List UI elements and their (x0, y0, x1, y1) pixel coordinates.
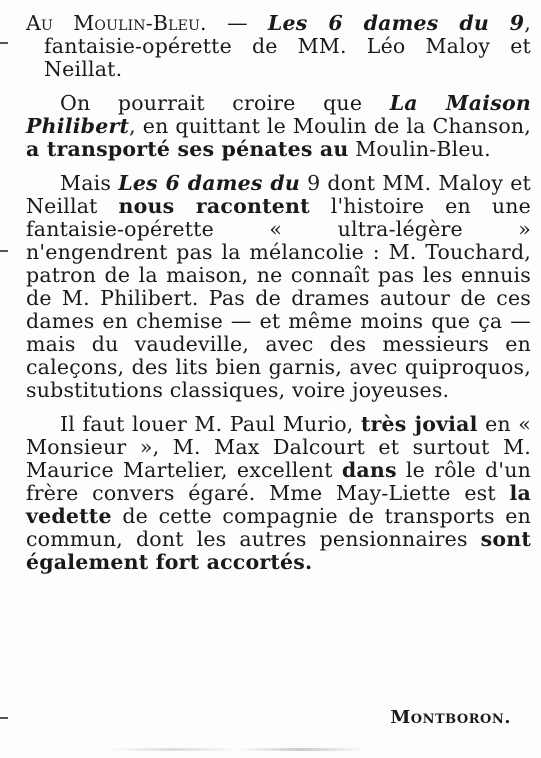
show-title: Les 6 dames du (118, 171, 300, 195)
text-run: en « Monsieur », M. Max Dalcourt et surtout M. Maurice Martelier, excellent (26, 412, 531, 482)
emphasis: a transporté ses pénates au (26, 137, 349, 161)
author-signature: Montboron. (390, 707, 511, 728)
text-run: , en quittant le Moulin de la Chanson, (129, 114, 531, 138)
text-run: Moulin-Bleu. (348, 137, 491, 161)
paragraph-maison-philibert (26, 92, 531, 161)
scan-edge-mark (0, 250, 8, 252)
text-run: On pourrait croire que (60, 91, 390, 115)
emphasis: dans (341, 458, 397, 482)
scan-edge-mark (0, 42, 8, 44)
venue-name: Au Moulin-Bleu. (26, 11, 207, 35)
text-run: dont MM. Maloy et Neillat (26, 171, 532, 218)
text-run: Mais (60, 171, 119, 195)
emphasis: la vedette (26, 481, 531, 528)
article-column (26, 12, 531, 574)
dash: — (206, 11, 268, 35)
emphasis: sont également fort accortés. (26, 527, 531, 574)
show-title: Les 6 dames du 9 (267, 11, 525, 35)
text-run: de cette compagnie de transports en commun, dont les autres pensionnaires (26, 504, 531, 551)
paragraph-intro (26, 12, 531, 81)
text-run: l'histoire en une fantaisie-opérette « ultra-légère » n'engendrent pas la mélancolie : M. Touchard, patron de la maison, ne connaît pas les ennuis de M. Philibert. Pas de drames autour de ces dames en chemise — et même moins que ça — mais du vaudeville, avec des messieurs en caleçons, des lits bien garnis, avec quiproquos, substitutions classiques, voire joyeuses. (26, 194, 531, 402)
paragraph-cast (26, 413, 531, 574)
show-title: La Maison Philibert (26, 91, 531, 138)
text-run: le rôle d'un frère convers égaré. Mme May-Liette est (26, 458, 531, 505)
scan-artifact (110, 748, 430, 751)
text-run: Il faut louer M. Paul Murio, (60, 412, 361, 436)
emphasis: nous racontent (118, 194, 310, 218)
text-run: 9 (299, 171, 321, 195)
intro-rest: , fantaisie-opérette de MM. Léo Maloy et Neillat. (44, 11, 531, 81)
emphasis: très jovial (360, 412, 478, 436)
scan-edge-mark (0, 717, 8, 719)
paragraph-plot (26, 172, 531, 402)
